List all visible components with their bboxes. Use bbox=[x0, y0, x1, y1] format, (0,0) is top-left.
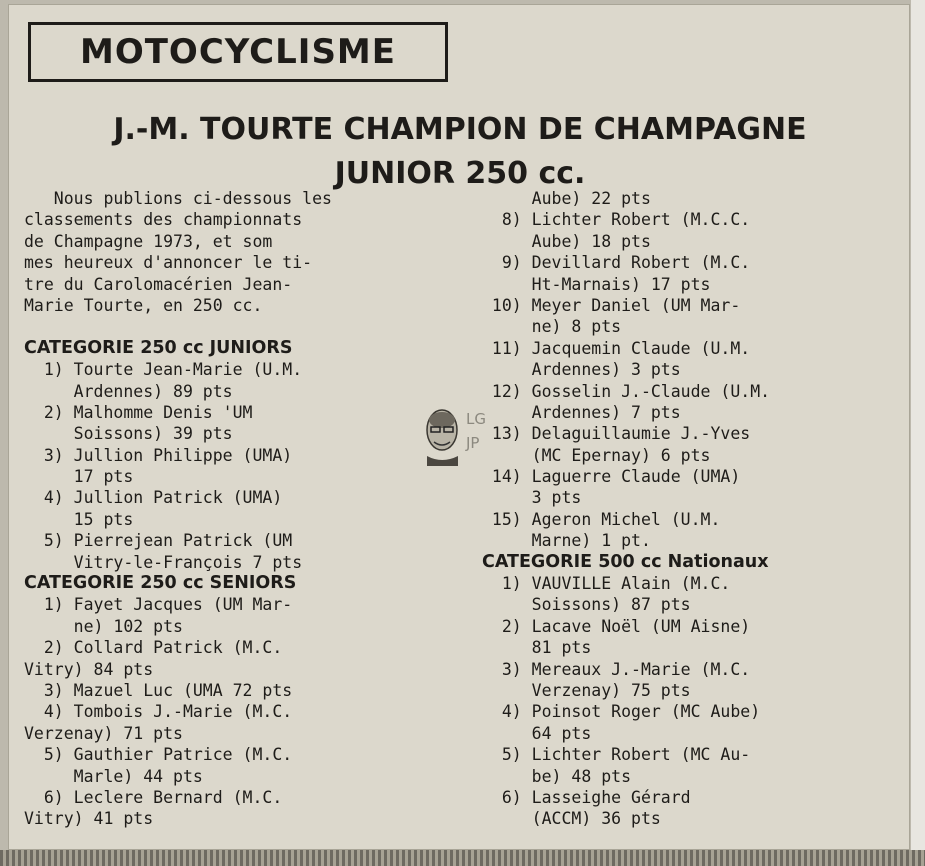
text-line: 3) Mereaux J.-Marie (M.C. bbox=[482, 659, 751, 679]
text-line: Marie Tourte, en 250 cc. bbox=[24, 295, 263, 315]
portrait-icon bbox=[427, 410, 458, 466]
text-line: Aube) 22 pts bbox=[482, 189, 651, 208]
text-line: 12) Gosselin J.-Claude (U.M. bbox=[482, 381, 771, 401]
text-line: Verzenay) 75 pts bbox=[482, 680, 691, 700]
headline-line-2: JUNIOR 250 cc. bbox=[334, 156, 586, 191]
text-line: 2) Lacave Noël (UM Aisne) bbox=[482, 616, 751, 636]
text-line: 2) Malhomme Denis 'UM bbox=[24, 402, 253, 422]
text-line: 6) Leclere Bernard (M.C. bbox=[24, 787, 283, 807]
text-line: Aube) 18 pts bbox=[482, 231, 651, 251]
section-rubric: MOTOCYCLISME bbox=[28, 22, 448, 82]
category-heading: CATEGORIE 500 cc Nationaux bbox=[482, 551, 769, 572]
text-line: de Champagne 1973, et som bbox=[24, 231, 273, 251]
text-line: 14) Laguerre Claude (UMA) bbox=[482, 467, 741, 487]
headline-line-1: J.-M. TOURTE CHAMPION DE CHAMPAGNE bbox=[113, 112, 807, 147]
text-line: Ht-Marnais) 17 pts bbox=[482, 274, 711, 294]
text-line: 3) Jullion Philippe (UMA) bbox=[24, 445, 293, 465]
text-line: 4) Tombois J.-Marie (M.C. bbox=[24, 702, 293, 722]
text-line: Marle) 44 pts bbox=[24, 766, 203, 786]
text-line: 4) Poinsot Roger (MC Aube) bbox=[482, 702, 761, 722]
page-edge bbox=[911, 0, 925, 866]
text-line: tre du Carolomacérien Jean- bbox=[24, 274, 293, 294]
text-line: Ardennes) 7 pts bbox=[482, 402, 681, 422]
text-line: 1) Fayet Jacques (UM Mar- bbox=[24, 595, 293, 615]
text-line: 2) Collard Patrick (M.C. bbox=[24, 638, 283, 658]
text-line: Ardennes) 3 pts bbox=[482, 360, 681, 380]
page-bottom-edge bbox=[0, 850, 925, 866]
text-line: 5) Pierrejean Patrick (UM bbox=[24, 531, 293, 551]
text-line: 5) Lichter Robert (MC Au- bbox=[482, 745, 751, 765]
text-line: be) 48 pts bbox=[482, 766, 632, 786]
category-heading: CATEGORIE 250 cc SENIORS bbox=[24, 573, 297, 594]
text-line: Vitry) 41 pts bbox=[24, 809, 154, 829]
text-line: 15) Ageron Michel (U.M. bbox=[482, 509, 721, 529]
text-line: 4) Jullion Patrick (UMA) bbox=[24, 488, 283, 508]
watermark-text-bottom: JP bbox=[466, 434, 480, 452]
text-line: 1) Tourte Jean-Marie (U.M. bbox=[24, 360, 303, 380]
text-line: Soissons) 39 pts bbox=[24, 424, 233, 444]
text-line: Marne) 1 pt. bbox=[482, 531, 651, 551]
text-line: classements des championnats bbox=[24, 210, 303, 230]
text-line: ne) 102 pts bbox=[24, 616, 183, 636]
right-column bbox=[482, 188, 900, 830]
text-line: 13) Delaguillaumie J.-Yves bbox=[482, 424, 751, 444]
text-line: Nous publions ci-dessous les bbox=[24, 189, 332, 208]
blank-line bbox=[24, 316, 464, 337]
text-line: 81 pts bbox=[482, 638, 592, 658]
text-line: 17 pts bbox=[24, 467, 134, 487]
text-line: 15 pts bbox=[24, 509, 134, 529]
watermark-text-top: LG bbox=[466, 410, 486, 428]
watermark-logo bbox=[418, 398, 490, 466]
text-line: ne) 8 pts bbox=[482, 317, 622, 337]
text-line: 11) Jacquemin Claude (U.M. bbox=[482, 338, 751, 358]
text-line: Verzenay) 71 pts bbox=[24, 723, 183, 743]
text-line: (ACCM) 36 pts bbox=[482, 809, 661, 829]
text-line: 3) Mazuel Luc (UMA 72 pts bbox=[24, 680, 293, 700]
text-line: 10) Meyer Daniel (UM Mar- bbox=[482, 295, 741, 315]
text-line: Vitry-le-François 7 pts bbox=[24, 552, 303, 572]
text-line: 1) VAUVILLE Alain (M.C. bbox=[482, 574, 731, 594]
text-line: 8) Lichter Robert (M.C.C. bbox=[482, 210, 751, 230]
text-line: 64 pts bbox=[482, 723, 592, 743]
left-column bbox=[24, 188, 464, 830]
text-line: mes heureux d'annoncer le ti- bbox=[24, 253, 313, 273]
text-line: 5) Gauthier Patrice (M.C. bbox=[24, 745, 293, 765]
text-line: Ardennes) 89 pts bbox=[24, 381, 233, 401]
text-line: 3 pts bbox=[482, 488, 582, 508]
text-line: 6) Lasseighe Gérard bbox=[482, 787, 691, 807]
text-line: 9) Devillard Robert (M.C. bbox=[482, 253, 751, 273]
text-line: Vitry) 84 pts bbox=[24, 659, 154, 679]
category-heading: CATEGORIE 250 cc JUNIORS bbox=[24, 337, 293, 358]
article-headline bbox=[20, 108, 900, 196]
text-line: Soissons) 87 pts bbox=[482, 595, 691, 615]
text-line: (MC Epernay) 6 pts bbox=[482, 445, 711, 465]
